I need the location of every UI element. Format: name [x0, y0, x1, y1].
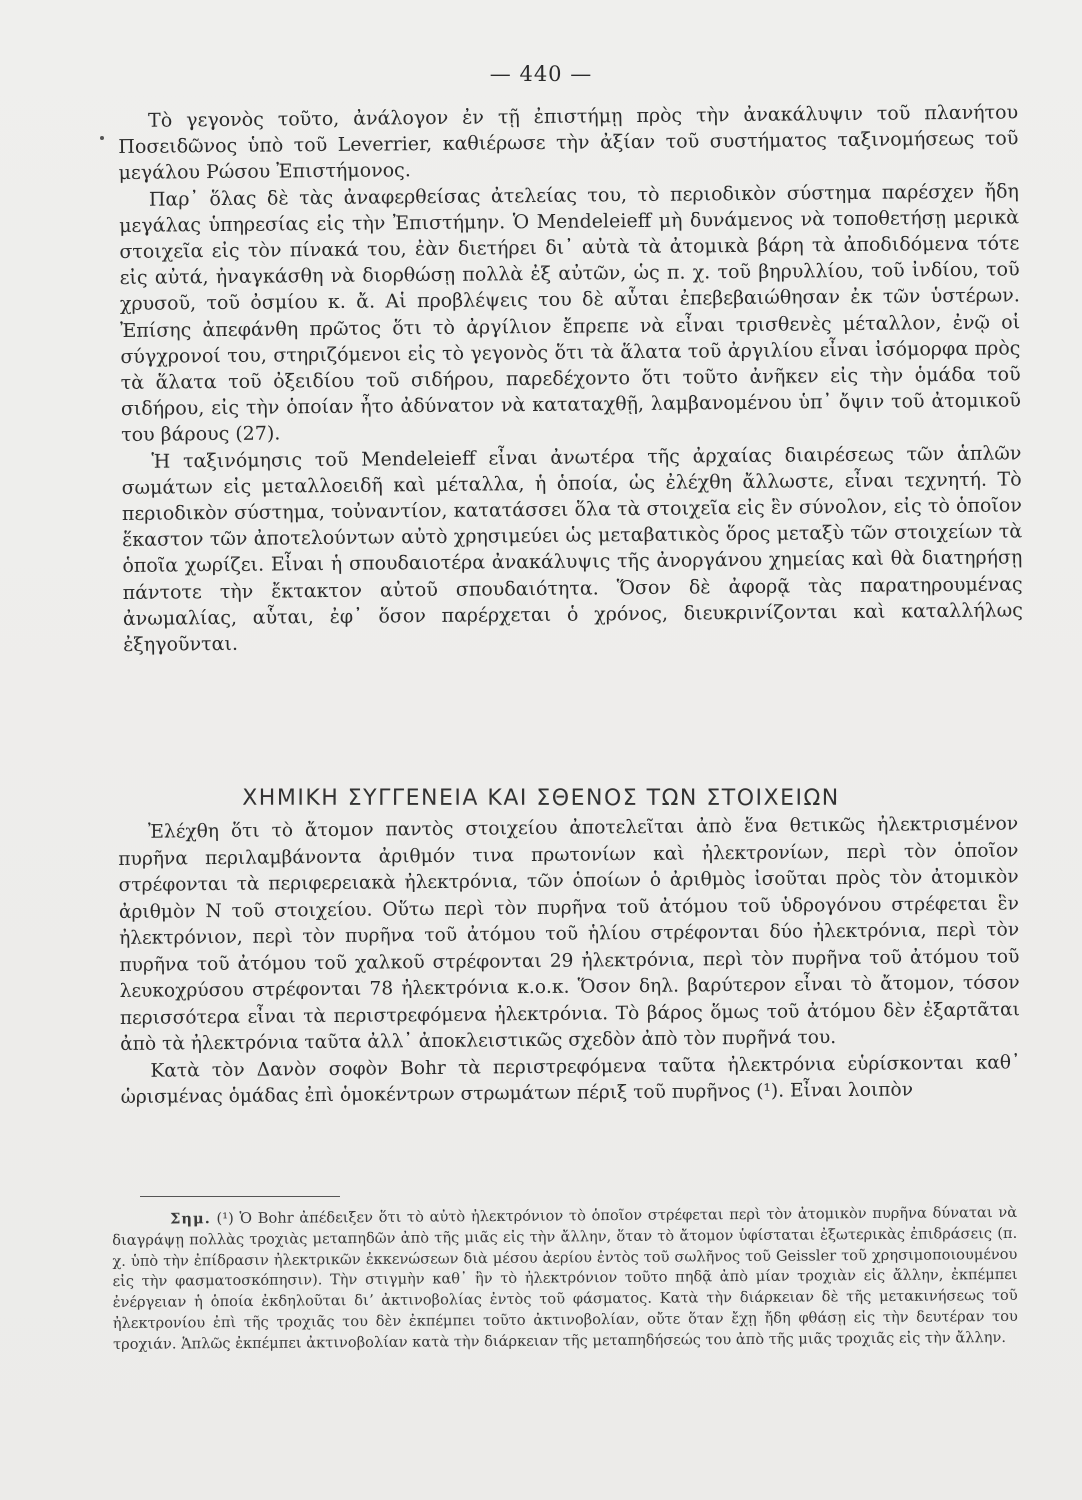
- footnote-text: (¹) Ὁ Bohr ἀπέδειξεν ὅτι τὸ αὐτὸ ἠλεκτρόνιον τὸ ὁποῖον στρέφεται περὶ τὸν ἀτομικὸν πυρῆνα δύναται νὰ διαγράψῃ πολλὰς τροχιὰς μεταπηδῶν ἀπὸ τῆς μιᾶς εἰς τὴν ἄλλην, ὅταν τὸ ἄτομον ὑφίσταται ἐξωτερικὰς ἐπιδράσεις (π. χ. ὑπὸ τὴν ἐπίδρασιν ἠλεκτρικῶν ἐκκενώσεων διὰ μέσου ἀερίου ἐντὸς τοῦ σωλῆνος τοῦ Geissler τοῦ χρησιμοποιουμένου εἰς τὴν φασματοσκόπησιν). Τὴν στιγμὴν καθ᾽ ἣν τὸ ἠλεκτρόνιον τοῦτο πηδᾷ ἀπὸ μίαν τροχιὰν εἰς ἄλλην, ἐκπέμπει ἐνέργειαν ἡ ὁποία ἐκδηλοῦται διʼ ἀκτινοβολίας ἐντὸς τοῦ φάσματος. Κατὰ τὴν διάρκειαν δὲ τῆς μετακινήσεως τοῦ ἠλεκτρονίου ἐπὶ τῆς τροχιᾶς του δὲν ἐκπέμπει τοῦτο ἀκτινοβολίαν, οὔτε ὅταν ἔχῃ ἤδη φθάσῃ εἰς τὴν δευτέραν του τροχιάν. Ἁπλῶς ἐκπέμπει ἀκτινοβολίαν κατὰ τὴν διάρκειαν τῆς μεταπηδήσεώς του ἀπὸ τῆς μιᾶς τροχιᾶς εἰς τὴν ἄλλην.: [112, 1203, 1018, 1353]
- paragraph: Ἡ ταξινόμησις τοῦ Mendeleieff εἶναι ἀνωτέρα τῆς ἀρχαίας διαιρέσεως τῶν ἁπλῶν σωμάτων εἰς μεταλλοειδῆ καὶ μέταλλα, ἡ ὁποία, ὡς ἐλέχθη ἄλλωστε, εἶναι τεχνητή. Τὸ περιοδικὸν σύστημα, τοὐναντίον, κατατάσσει ὅλα τὰ στοιχεῖα εἰς ἓν σύνολον, εἰς τὸ ὁποῖον ἕκαστον τῶν ἀποτελούντων αὐτὸ χρησιμεύει ὡς μεταβατικὸς ὅρος μεταξὺ τῶν στοιχείων τὰ ὁποῖα χωρίζει. Εἶναι ἡ σπουδαιοτέρα ἀνακάλυψις τῆς ἀνοργάνου χημείας καὶ θὰ διατηρήσῃ πάντοτε τὴν ἔκτακτον αὐτοῦ σπουδαιότητα. Ὅσον δὲ ἀφορᾷ τὰς παρατηρουμένας ἀνωμαλίας, αὗται, ἐφ᾽ ὅσον παρέρχεται ὁ χρόνος, διευκρινίζονται καὶ καταλλήλως ἐξηγοῦνται.: [121, 441, 1023, 657]
- margin-mark: [100, 136, 104, 140]
- page-number: — 440 —: [489, 62, 593, 86]
- paragraph: Τὸ γεγονὸς τοῦτο, ἀνάλογον ἐν τῇ ἐπιστήμῃ πρὸς τὴν ἀνακάλυψιν τοῦ πλανήτου Ποσειδῶνος ὑπὸ τοῦ Leverrier, καθιέρωσε τὴν ἀξίαν τοῦ συστήματος ταξινομήσεως τοῦ μεγάλου Ρώσου Ἐπιστήμονος.: [118, 101, 1019, 185]
- section-heading: ΧΗΜΙΚΗ ΣΥΓΓΕΝΕΙΑ ΚΑΙ ΣΘΕΝΟΣ ΤΩΝ ΣΤΟΙΧΕΙΩΝ: [242, 786, 840, 811]
- paragraph: Κατὰ τὸν Δανὸν σοφὸν Bohr τὰ περιστρεφόμενα ταῦτα ἠλεκτρόνια εὑρίσκονται καθ᾽ ὡρισμένας ὁμάδας ἐπὶ ὁμοκέντρων στρωμάτων πέριξ τοῦ πυρῆνος (¹). Εἶναι λοιπὸν: [120, 1051, 1021, 1108]
- footnote: [112, 1203, 1018, 1356]
- section-text-block: [118, 811, 1021, 1111]
- footnote-divider: [140, 1196, 340, 1197]
- paragraph: Παρ᾽ ὅλας δὲ τὰς ἀναφερθείσας ἀτελείας του, τὸ περιοδικὸν σύστημα παρέσχεν ἤδη μεγάλας ὑπηρεσίας εἰς τὴν Ἐπιστήμην. Ὁ Mendeleieff μὴ δυνάμενος νὰ τοποθετήσῃ μερικὰ στοιχεῖα εἰς τὸν πίνακά του, ἐὰν διετήρει δι᾽ αὐτὰ τὰ ἀτομικὰ βάρη τὰ ἀποδιδόμενα τότε εἰς αὐτά, ἠναγκάσθη νὰ διορθώσῃ πολλὰ ἐξ αὐτῶν, ὡς π. χ. τοῦ βηρυλλίου, τοῦ ἰνδίου, τοῦ χρυσοῦ, τοῦ ὀσμίου κ. ἄ. Αἱ προβλέψεις του δὲ αὗται ἐπεβεβαιώθησαν ἐκ τῶν ὑστέρων. Ἐπίσης ἀπεφάνθη πρῶτος ὅτι τὸ ἀργίλιον ἔπρεπε νὰ εἶναι τρισθενὲς μέταλλον, ἐνῷ οἱ σύγχρονοί του, στηριζόμενοι εἰς τὸ γεγονὸς ὅτι τὰ ἅλατα τοῦ ἀργιλίου εἶναι ἰσόμορφα πρὸς τὰ ἅλατα τοῦ ὀξειδίου τοῦ σιδήρου, παρεδέχοντο ὅτι τοῦτο ἀνῆκεν εἰς τὴν ὁμάδα τοῦ σιδήρου, εἰς τὴν ὁποίαν ἦτο ἀδύνατον νὰ καταταχθῇ, λαμβανομένου ὑπ᾽ ὄψιν τοῦ ἀτομικοῦ του βάρους (27).: [119, 179, 1021, 447]
- footnote-label: Σημ.: [170, 1210, 211, 1228]
- paragraph: Ἐλέχθη ὅτι τὸ ἄτομον παντὸς στοιχείου ἀποτελεῖται ἀπὸ ἕνα θετικῶς ἠλεκτρισμένον πυρῆνα περιλαμβάνοντα ἀριθμόν τινα πρωτονίων καὶ ἠλεκτρονίων, περὶ τὸν ὁποῖον στρέφονται τὰ περιφερειακὰ ἠλεκτρόνια, τῶν ὁποίων ὁ ἀριθμὸς ἰσοῦται πρὸς τὸν ἀτομικὸν ἀριθμὸν N τοῦ στοιχείου. Οὕτω περὶ τὸν πυρῆνα τοῦ ἀτόμου τοῦ ὑδρογόνου στρέφεται ἓν ἠλεκτρόνιον, περὶ τὸν πυρῆνα τοῦ ἀτόμου τοῦ ἡλίου στρέφονται δύο ἠλεκτρόνια, περὶ τὸν πυρῆνα τοῦ ἀτόμου τοῦ χαλκοῦ στρέφονται 29 ἠλεκτρόνια, περὶ τὸν πυρῆνα τοῦ ἀτόμου τοῦ λευκοχρύσου στρέφονται 78 ἠλεκτρόνια κ.ο.κ. Ὅσον δηλ. βαρύτερον εἶναι τὸ ἄτομον, τόσον περισσότερα εἶναι τὰ περιστρεφόμενα ἠλεκτρόνια. Τὸ βάρος ὅμως τοῦ ἀτόμου δὲν ἐξαρτᾶται ἀπὸ τὰ ἠλεκτρόνια ταῦτα ἀλλ᾽ ἀποκλειστικῶς σχεδὸν ἀπὸ τὸν πυρῆνά του.: [118, 813, 1020, 1055]
- main-text-block: [118, 99, 1023, 658]
